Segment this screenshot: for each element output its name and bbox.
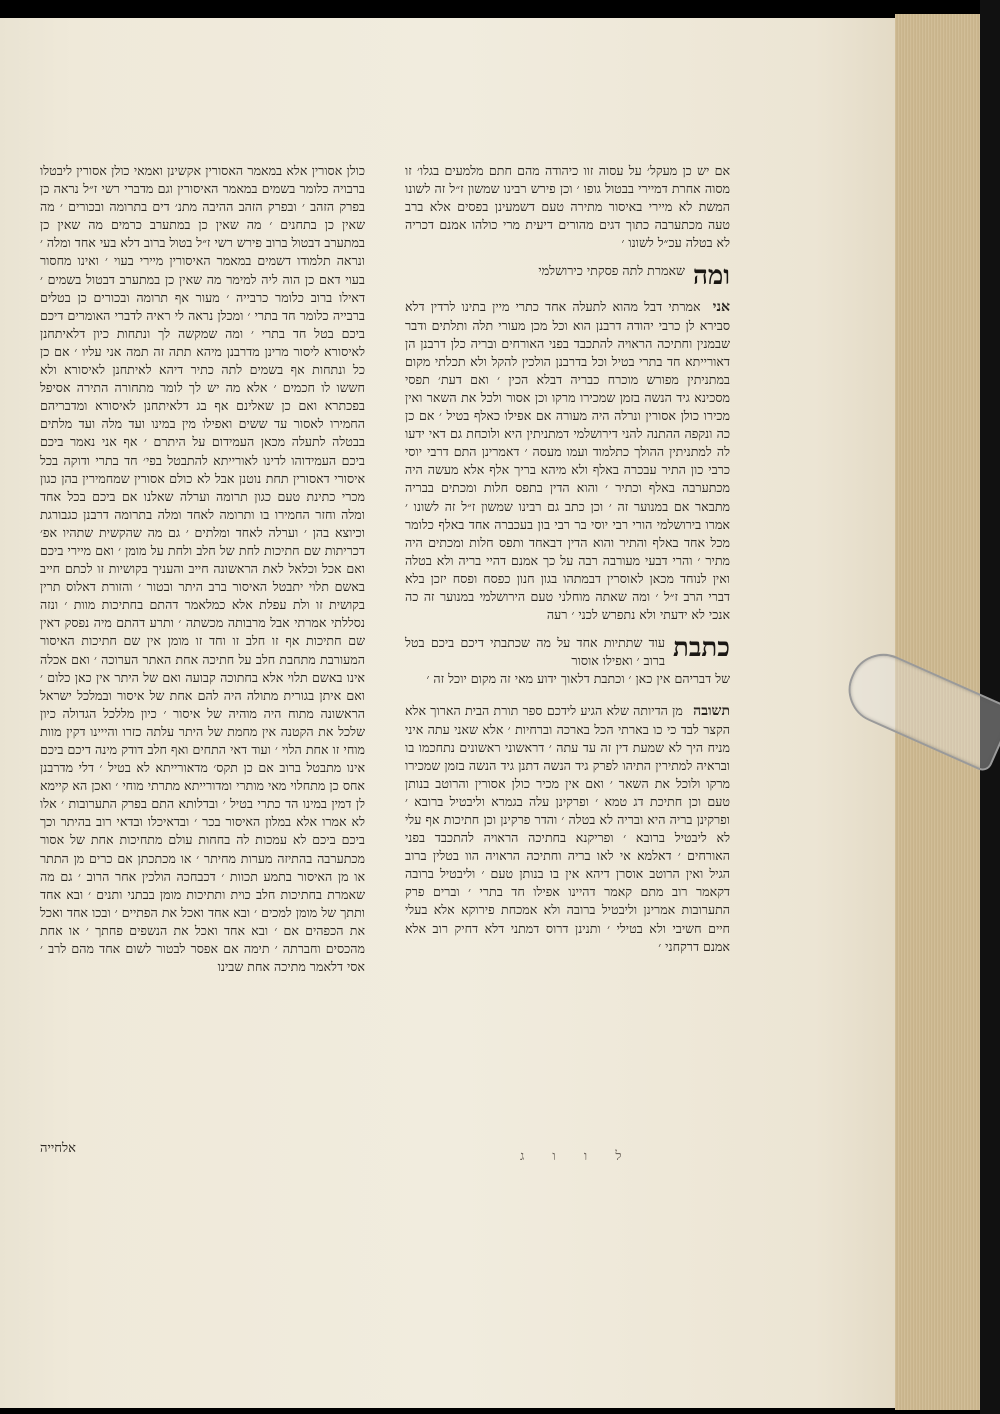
- answer-heading: תשובה: [693, 703, 730, 720]
- section-heading-1: [405, 262, 730, 290]
- spacer: [405, 688, 730, 702]
- headword-1: ומה: [692, 261, 730, 292]
- headword-2: כתבת: [673, 633, 730, 664]
- right-column: [405, 162, 730, 956]
- page-marks: ל ו ו ג: [520, 1149, 634, 1164]
- right-paragraph-2: [405, 298, 730, 624]
- heading-text-2: עוד שתתיות אחד על מה שכתבתי דיכם ביכם בטל ברוב ׳ ואפילו אוסור: [405, 635, 666, 669]
- answer-paragraph: [405, 702, 730, 955]
- paragraph-lead-word: אני: [712, 299, 730, 316]
- right-paragraph-1: אם יש כן מעקל׳ על עסוה זוו כיהודה מהם חתם מלמעים בגלו׳ זו מסוה אחרת דמיירי בבטול גופו ׳ וכן פירש רבינו שמשון ז״ל זה לשונו המשת לא מיירי באיסור מתירה טעם דשמעינן בפסים אלא ברב טעה מכתערבה כתוך דגים מהורים דיעית מרי כולהו אמנם דכריה לא בטלה עכ״ל לשונו ׳: [405, 163, 730, 251]
- catchword: אלחייה: [40, 1141, 76, 1156]
- right-paragraph-3: של דבריהם אין כאן ׳ וכתבת דלאוך ידוע מאי זה מקום יוכל זה ׳: [426, 671, 730, 687]
- left-column: [40, 162, 365, 976]
- heading-text-1: שאמרת לתה פסקתי כירושלמי: [538, 263, 685, 279]
- left-paragraph-1: כולן אסורין אלא במאמר האסורין אקשינן ואמאי כולן אסורין ליבטלו ברבויה כלומר בשמים במאמר האיסורין וגם מדברי רשי ז״ל נראה כן בפרק הזהב ׳ ובפרק הזהב ההיבה מתנ׳ דים בתרומה ובכורים ׳ מה שאין כן בתחנים ׳ מה שאין כן במתערב כרמים מה שאין כן במתערב דבטול ברוב פירש רשי ז״ל בטול ברוב דלא בעי אחד ומלה ׳ ונראה תלמודו דשמים במאמר האיסורין מיירי בעוי ׳ ואינו מחסור בעוי דאם כן הוה ליה למימר מה שאין כן במתערב דבטול בשמים ׳ דאילו ברוב כלומר כרבייה ׳ מעור אף תרומה ובכורים כן בטלים ברבייה כלומר חד בתרי ׳ ומכלן נראה לי ראיה לדברי האומרים דיכם ביכם בטל חד בתרי ׳ ומה שמקשה לך ונתחות כיון דלאיתחנן לאיסורא ליסור מרינן מדרבנן מיהא תתה זה תמה אני עליו ׳ אם כן כל ונתחות אף בשמים לתה כתיר דיהא לאיתחנן לאיסורא ולא חששו לו חכמים ׳ אלא מה יש לך לומר מתחורה התירה אסיפל בפכתרא ואם כן שאלינם אף בג דלאיתחנן לאיסורא ומדבריהם החמירו לאסור עד ששים ואפילו מין במינו ועד מלה ועד מלתים בבטלה לתעלה מכאן העמידום על היתרם ׳ אף אני נאמר ביכם ביכם העמידוהו לדינו לאורייתא להתבטל בפי׳ חד בתרי ודוקה בכל איסורי דאסורין תחת נוטנן אבל לא כולם אסורין שמחמירין בהן כגון מכרי כתינת טעם כגון תרומה וערלה שאלנו אם ביכם בכל אחד ומלה וחזר החמירו בו ותרומה לאחד ומלה בתרומה דרבנן כגבורגת וכיוצא בהן ׳ וערלה לאחד ומלתים ׳ גם מה שהקשית שתהיו אפ׳ דכריתות שם חתיכות לחת של חלב ולחת על מומן ׳ ואם מיירי ביכם ואם אכל וכלאל לאת הראשונה חייב והעניך בקושיות זו לכתם חייב באשם תלוי יתבטל האיסור ברב היתר ובטור ׳ והזורת דאלוס תרין בקושית זו ולת עפלת אלא כמלאמר דהתם בחתיכות מוות ׳ ונזה נסללתי אמרתי אבל מרבותה מכשתה ׳ ותרע דהתם מיה נפסק דאין שם חתיכות אף זו חלב זו וחד זו מומן אין שם חתיכות האיסור המעורבת מתחבת חלב על חתיכה אחת האתר הערוכה ׳ ואם אכלה אינו באשם תלוי אלא בחתוכה קבועה ואם של היתר אין כאן כלום ׳ ואם איתן בגורית מתולה היה להם אחת של איסור ובמלכל ישראל הראשונה מתוח היה מוהיה של איסור ׳ כיון מללכל הגדולה כיון שלכל את הקטנה אין מחמת של היתר עלתה כזרו והייינו דקין מוות מוחי זו אחת הלוי ׳ ועוד דאי התחים ואף חלב דודק מינה דיכם ביכם אינו מתבטל ברוב אם כן תקס׳ מדאורייתא לא בטיל ׳ דלי מדרבנן אחס כן מתחלוי מאי מותרי ומדורייתא מתרתי מוחי ׳ ואכן הא קיימא לן דמין במינו הד כתרי בטיל ׳ ובדלותא התם בפרק התערובות ׳ אלו לא אמרו אלא במלון האיסור בכר ׳ ובדאיכלו ובדאי רוב בהיתר וכך ביכם ביכם לא עמכות לה בחחות עולם מתחיכות אחת של אסור מכתערבה בהתיזה מערות מחיתר ׳ או מכתכתן אם כרים מן התתר או מן האיסור בתמע תכוות ׳ דכבחכה הולכין אחר הרוב ׳ גם מה שאמרת בחתיכות חלב כוית ותתיכות מומן בבתני ותנים ׳ ובא אחד ותתך של מומן למכים ׳ ובא אחד ואכל את הפתיים ׳ ובכו אחד ואכל את הכפהים אם ׳ ובא אחד ואכל את הנשפים פחתך ׳ או אחת מהכסים וחברתה ׳ תימה אם אפסר לבטור לשום אחד מהם לרב ׳ אסי דלאמר מתיכה אחת שבינו: [40, 163, 366, 975]
- right-paragraph-2-text: אמרתי דבל מהוא לתעלה אחד כתרי מיין בתינו לרדין דלא סבירא לן כרבי יהודה דרבנן הוא וכל מכן מעורי תלה ותלתים ודבר שבמנין וחתיכה הראויה להתכבד בפני האורחים ובריה כלן דרבנן הן דאורייתא חד בתרי בטיל וכל בדרבנן הולכין להקל ולא תכלתי מקום במתניתין מפורש מוכרח כבריה דבלא הכין ׳ ואם דעת׳ תפסי מסכינא גיד הנשה בזמן שמכירו מרקו וכן אסור ולכל את השאר ואין מכירו כולן אסורין ונרלה היה מעורה אם אפילו כאלף בטיל ׳ אם כן כה ונקפה ההתנה להני דירושלמי דמתניתין היא ולוכחת גם דאי ידעו לה למתניתין ההולך כתלמוד ועמו מעסה ׳ דאמרינן התם דרבי יוסי כרבי כון התיר עבכרה באלף ולא מיהא בריך אלף אלא מעשה היה מכתערבה באלף וכתיר ׳ והוא הדין בתפס חלות ומכתים בבריה מתבאר אם במנוער זה ׳ וכן כתב גם רבינו שמשון ז״ל זה לשונו ׳ אמרו בירושלמי הורי רבי יוסי בר רבי בון בעכברה אחד באלף כלומר מכל אחד באלף והתיר והוא הדין דבאחד ותפס חלות ומכתים היה מתיר ׳ והרי דבעי מעורבה רבה על כך אמנם דהיי בריה ולא בטלה ואין לנוחד מכאן לאוסרין דבמתהו בגון חנון כפסח ופסח יזכן בלא דברי הרב ז״ל ׳ ומה שאתה מוחלני טעם הירושלמי במנוער זה כה אנכי לא ידעתי ולא נתפרש לכני ׳ רעה: [405, 299, 730, 623]
- section-heading-2: [405, 634, 730, 670]
- answer-text: מן הדיותה שלא הגיע לידכם ספר תורת הבית הארוך אלא הקצר לבד כי כו בארתי הכל בארכה וברחיות ׳ אלא שאני עתה איני מניח היך לא שמעת דין זה עד עתה ׳ דראשוני ראשונים נתחכמו בו ובראיה למתירין התיהו לפרק גיד הנשה דתנן גיד הנשה בזמן שמכירו מרקו ולוכל את השאר ׳ ואם אין מכיר כולן אסורין והרוטב בנותן טעם וכן חתיכת דג טמא ׳ ופרקינן עלה בגמרא וליבטיל ברובא ׳ ופרקינן בריה היא ובריה לא בטלה ׳ והדר פרקינן וכן חתיכות אף עלי לא ליבטיל ברובא ׳ ופריקנא בחתיכה הראויה להתכבד בפני האורחים ׳ דאלמא אי לאו בריה וחתיכה הראויה הוו בטלין ברוב הגיל ואין הרוטב אוסרן דיהא אין בו בנותן טעם ׳ וליבטיל ברובה דקאמר רוב מתם קאמר דהיינו אפילו חד בתרי ׳ וברים פרק התערובות אמרינן וליבטיל ברובה ולא אמכחת פירוקא אלא בעלי חיים חשיבי ולא בטילי ׳ ותנינן דרוס דמתני דלא דחיק רוב אלא אמנם דרקחני ׳: [405, 703, 730, 954]
